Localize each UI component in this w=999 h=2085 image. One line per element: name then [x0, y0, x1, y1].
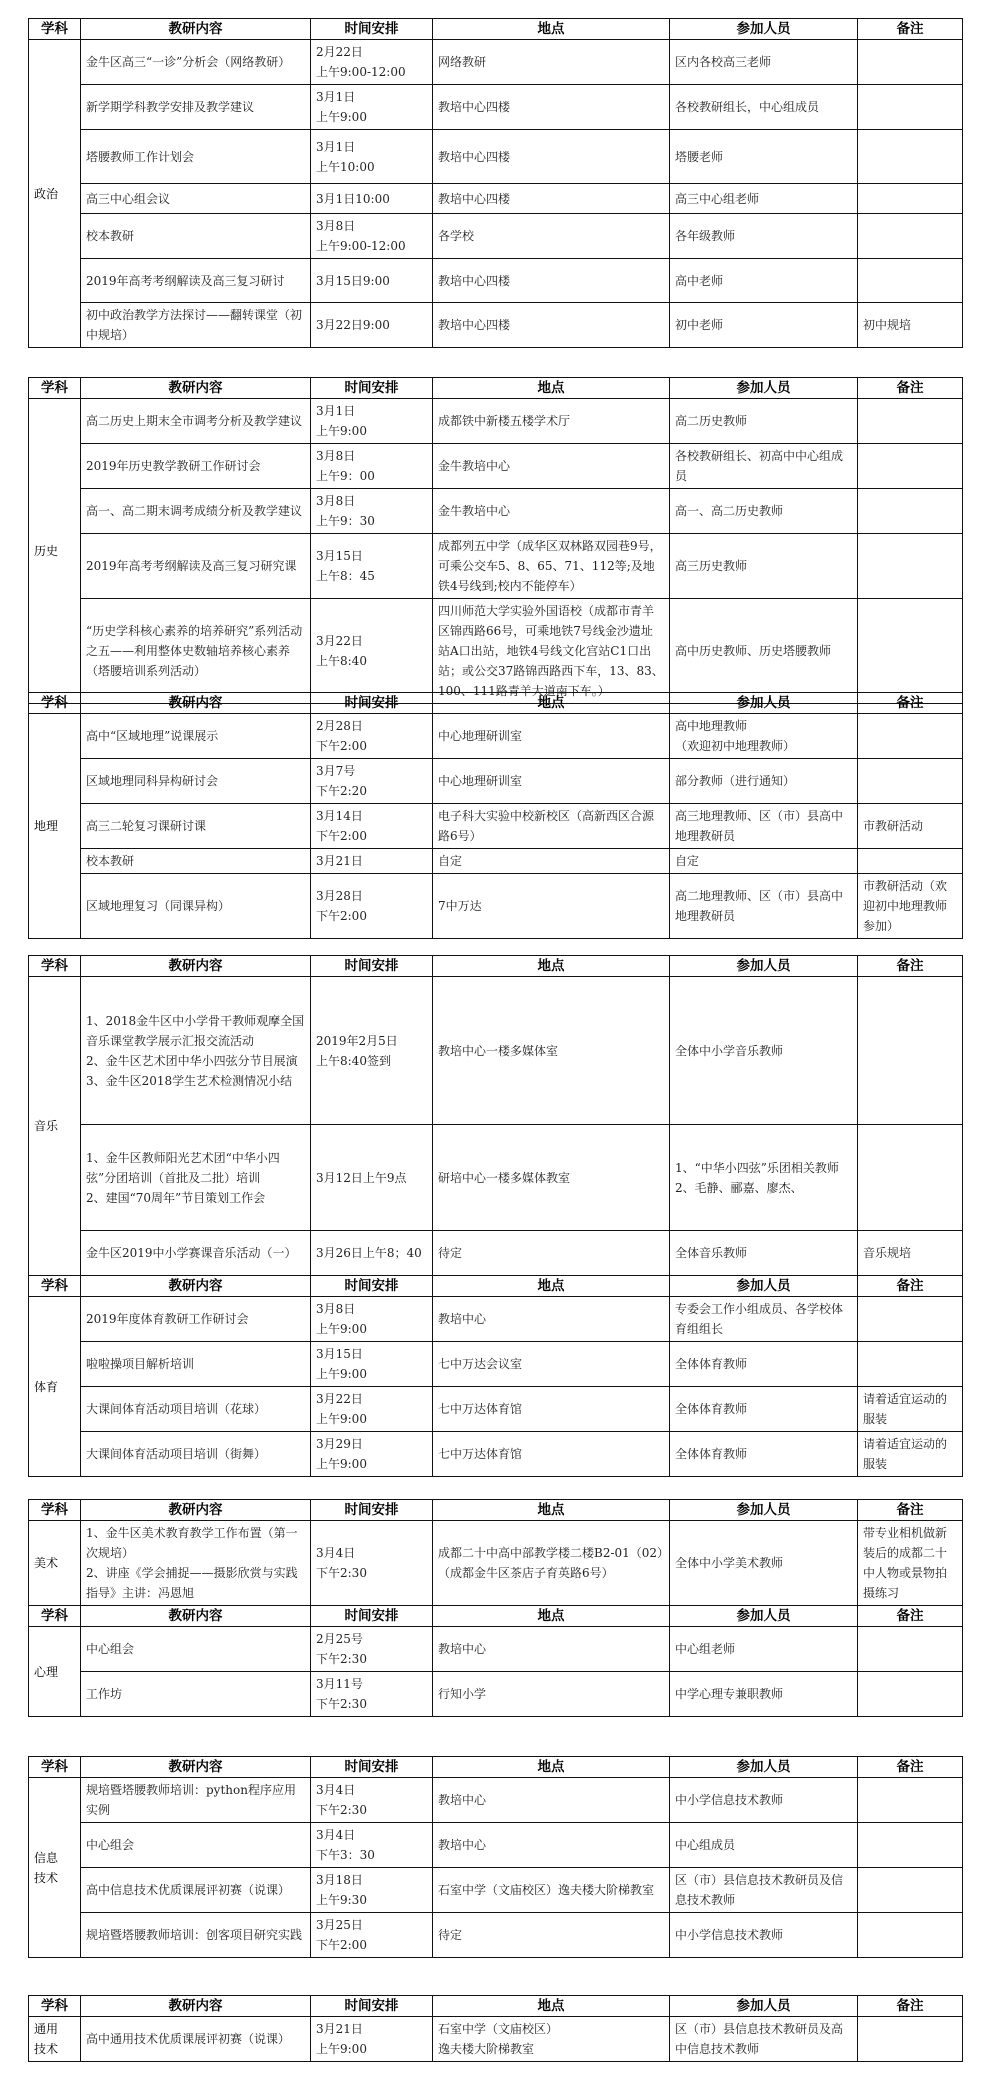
time-cell: 3月1日 上午10:00 — [311, 130, 433, 184]
content-cell: 高中通用技术优质课展评初赛（说课） — [81, 2017, 311, 2062]
place-cell: 各学校 — [433, 214, 670, 259]
content-cell: 高一、高二期末调考成绩分析及教学建议 — [81, 489, 311, 534]
header-row — [29, 1606, 963, 1627]
note-cell — [858, 1823, 963, 1868]
time-cell: 3月8日 上午9：30 — [311, 489, 433, 534]
people-cell: 中学心理专兼职教师 — [670, 1672, 858, 1717]
table-row — [29, 849, 963, 874]
content-cell: 新学期学科教学安排及教学建议 — [81, 85, 311, 130]
note-cell — [858, 489, 963, 534]
table-row — [29, 1297, 963, 1342]
column-header: 地点 — [433, 19, 670, 40]
people-cell: 中心组成员 — [670, 1823, 858, 1868]
place-cell: 7中万达 — [433, 874, 670, 939]
place-cell: 成都铁中新楼五楼学术厅 — [433, 399, 670, 444]
people-cell: 各年级教师 — [670, 214, 858, 259]
time-cell: 3月22日9:00 — [311, 303, 433, 348]
column-header: 时间安排 — [311, 1606, 433, 1627]
content-cell: 区域地理复习（同课异构） — [81, 874, 311, 939]
content-cell: 1、2018金牛区中小学骨干教师观摩全国音乐课堂教学展示汇报交流活动 2、金牛区艺术团中华小四弦分节目展演 3、金牛区2018学生艺术检测情况小结 — [81, 977, 311, 1125]
column-header: 教研内容 — [81, 1757, 311, 1778]
note-cell: 初中规培 — [858, 303, 963, 348]
time-cell: 3月14日 下午2:00 — [311, 804, 433, 849]
header-row — [29, 19, 963, 40]
column-header: 学科 — [29, 1757, 81, 1778]
content-cell: 高二历史上期末全市调考分析及教学建议 — [81, 399, 311, 444]
content-cell: 高三二轮复习课研讨课 — [81, 804, 311, 849]
note-cell — [858, 1778, 963, 1823]
table-row — [29, 714, 963, 759]
table-row — [29, 259, 963, 303]
people-cell: 塔腰老师 — [670, 130, 858, 184]
header-row — [29, 693, 963, 714]
column-header: 参加人员 — [670, 378, 858, 399]
time-cell: 3月12日上午9点 — [311, 1125, 433, 1231]
column-header: 时间安排 — [311, 1276, 433, 1297]
header-row — [29, 1276, 963, 1297]
note-cell — [858, 214, 963, 259]
content-cell: 啦啦操项目解析培训 — [81, 1342, 311, 1387]
schedule-table — [28, 1756, 963, 1958]
note-cell — [858, 759, 963, 804]
subject-cell: 体育 — [29, 1297, 81, 1477]
table-row — [29, 1231, 963, 1276]
table-row — [29, 85, 963, 130]
header-row — [29, 378, 963, 399]
column-header: 学科 — [29, 378, 81, 399]
column-header: 参加人员 — [670, 1500, 858, 1521]
place-cell: 教培中心四楼 — [433, 259, 670, 303]
column-header: 地点 — [433, 1276, 670, 1297]
column-header: 时间安排 — [311, 378, 433, 399]
place-cell: 待定 — [433, 1913, 670, 1958]
place-cell: 中心地理研训室 — [433, 714, 670, 759]
note-cell — [858, 534, 963, 599]
column-header: 参加人员 — [670, 956, 858, 977]
time-cell: 3月22日 上午9:00 — [311, 1387, 433, 1432]
note-cell — [858, 599, 963, 704]
place-cell: 金牛教培中心 — [433, 489, 670, 534]
table-row — [29, 977, 963, 1125]
subject-cell: 音乐 — [29, 977, 81, 1276]
schedule-table — [28, 18, 963, 348]
note-cell — [858, 1913, 963, 1958]
table-row — [29, 874, 963, 939]
place-cell: 石室中学（文庙校区） 逸夫楼大阶梯教室 — [433, 2017, 670, 2062]
column-header: 学科 — [29, 1996, 81, 2017]
people-cell: 高中历史教师、历史塔腰教师 — [670, 599, 858, 704]
content-cell: 大课间体育活动项目培训（花球） — [81, 1387, 311, 1432]
table-row — [29, 1913, 963, 1958]
note-cell — [858, 1125, 963, 1231]
column-header: 地点 — [433, 956, 670, 977]
time-cell: 3月1日10:00 — [311, 184, 433, 214]
content-cell: 2019年高考考纲解读及高三复习研究课 — [81, 534, 311, 599]
note-cell — [858, 977, 963, 1125]
place-cell: 待定 — [433, 1231, 670, 1276]
content-cell: 区域地理同科异构研讨会 — [81, 759, 311, 804]
content-cell: 高三中心组会议 — [81, 184, 311, 214]
column-header: 学科 — [29, 1276, 81, 1297]
subject-cell: 政治 — [29, 40, 81, 348]
time-cell: 3月4日 下午3：30 — [311, 1823, 433, 1868]
column-header: 地点 — [433, 378, 670, 399]
column-header: 参加人员 — [670, 19, 858, 40]
column-header: 时间安排 — [311, 1757, 433, 1778]
table-row — [29, 184, 963, 214]
people-cell: 中心组老师 — [670, 1627, 858, 1672]
place-cell: 网络教研 — [433, 40, 670, 85]
content-cell: 1、金牛区教师阳光艺术团“中华小四弦”分团培训（首批及二批）培训 2、建国“70周年”节目策划工作会 — [81, 1125, 311, 1231]
content-cell: 中心组会 — [81, 1627, 311, 1672]
people-cell: 部分教师（进行通知） — [670, 759, 858, 804]
content-cell: 校本教研 — [81, 849, 311, 874]
column-header: 时间安排 — [311, 693, 433, 714]
table-row — [29, 1521, 963, 1606]
people-cell: 专委会工作小组成员、各学校体育组组长 — [670, 1297, 858, 1342]
time-cell: 3月25日 下午2:00 — [311, 1913, 433, 1958]
column-header: 学科 — [29, 1606, 81, 1627]
place-cell: 七中万达体育馆 — [433, 1387, 670, 1432]
time-cell: 3月21日 上午9:00 — [311, 2017, 433, 2062]
place-cell: 中心地理研训室 — [433, 759, 670, 804]
time-cell: 3月18日 上午9:30 — [311, 1868, 433, 1913]
table-row — [29, 2017, 963, 2062]
subject-cell: 心理 — [29, 1627, 81, 1717]
column-header: 地点 — [433, 1996, 670, 2017]
column-header: 学科 — [29, 693, 81, 714]
place-cell: 研培中心一楼多媒体教室 — [433, 1125, 670, 1231]
note-cell — [858, 40, 963, 85]
table-row — [29, 599, 963, 704]
schedule-table — [28, 1995, 963, 2062]
note-cell — [858, 1868, 963, 1913]
note-cell: 请着适宜运动的服装 — [858, 1387, 963, 1432]
note-cell: 市教研活动（欢迎初中地理教师参加） — [858, 874, 963, 939]
note-cell — [858, 1297, 963, 1342]
table-row — [29, 1432, 963, 1477]
time-cell: 3月4日 下午2:30 — [311, 1521, 433, 1606]
people-cell: 自定 — [670, 849, 858, 874]
column-header: 地点 — [433, 693, 670, 714]
note-cell — [858, 849, 963, 874]
subject-cell: 通用 技术 — [29, 2017, 81, 2062]
column-header: 备注 — [858, 19, 963, 40]
schedule-table — [28, 377, 963, 704]
column-header: 教研内容 — [81, 1500, 311, 1521]
table-row — [29, 1387, 963, 1432]
content-cell: 初中政治教学方法探讨——翻转课堂（初中规培） — [81, 303, 311, 348]
people-cell: 高二历史教师 — [670, 399, 858, 444]
people-cell: 中小学信息技术教师 — [670, 1913, 858, 1958]
place-cell: 金牛教培中心 — [433, 444, 670, 489]
column-header: 备注 — [858, 1757, 963, 1778]
note-cell — [858, 714, 963, 759]
column-header: 参加人员 — [670, 1606, 858, 1627]
schedule-table — [28, 955, 963, 1477]
note-cell: 带专业相机做新装后的成都二十中人物或景物拍摄练习 — [858, 1521, 963, 1606]
note-cell — [858, 1672, 963, 1717]
table-row — [29, 759, 963, 804]
schedule-table — [28, 1499, 963, 1717]
table-row — [29, 489, 963, 534]
time-cell: 3月21日 — [311, 849, 433, 874]
note-cell — [858, 2017, 963, 2062]
table-row — [29, 1672, 963, 1717]
time-cell: 3月11号 下午2:30 — [311, 1672, 433, 1717]
time-cell: 2月25号 下午2:30 — [311, 1627, 433, 1672]
column-header: 参加人员 — [670, 1276, 858, 1297]
content-cell: 中心组会 — [81, 1823, 311, 1868]
time-cell: 3月8日 上午9：00 — [311, 444, 433, 489]
table-row — [29, 1823, 963, 1868]
table-row — [29, 1627, 963, 1672]
column-header: 教研内容 — [81, 1276, 311, 1297]
people-cell: 高三地理教师、区（市）县高中地理教研员 — [670, 804, 858, 849]
column-header: 地点 — [433, 1606, 670, 1627]
time-cell: 3月15日 上午8：45 — [311, 534, 433, 599]
time-cell: 2月28日 下午2:00 — [311, 714, 433, 759]
column-header: 教研内容 — [81, 19, 311, 40]
people-cell: 各校教研组长，中心组成员 — [670, 85, 858, 130]
column-header: 备注 — [858, 378, 963, 399]
column-header: 备注 — [858, 1996, 963, 2017]
people-cell: 1、“中华小四弦”乐团相关教师 2、毛静、郦嘉、廖杰、 — [670, 1125, 858, 1231]
header-row — [29, 956, 963, 977]
column-header: 教研内容 — [81, 956, 311, 977]
people-cell: 区（市）县信息技术教研员及信息技术教师 — [670, 1868, 858, 1913]
place-cell: 教培中心 — [433, 1627, 670, 1672]
subject-cell: 信息 技术 — [29, 1778, 81, 1958]
column-header: 教研内容 — [81, 1996, 311, 2017]
time-cell: 3月1日 上午9:00 — [311, 85, 433, 130]
schedule-table — [28, 692, 963, 939]
time-cell: 3月15日 上午9:00 — [311, 1342, 433, 1387]
people-cell: 高中地理教师 （欢迎初中地理教师） — [670, 714, 858, 759]
time-cell: 3月8日 上午9:00-12:00 — [311, 214, 433, 259]
note-cell — [858, 184, 963, 214]
place-cell: 教培中心四楼 — [433, 130, 670, 184]
column-header: 教研内容 — [81, 378, 311, 399]
header-row — [29, 1500, 963, 1521]
header-row — [29, 1757, 963, 1778]
content-cell: 大课间体育活动项目培训（街舞） — [81, 1432, 311, 1477]
note-cell — [858, 444, 963, 489]
place-cell: 教培中心 — [433, 1778, 670, 1823]
column-header: 参加人员 — [670, 1996, 858, 2017]
column-header: 参加人员 — [670, 693, 858, 714]
column-header: 教研内容 — [81, 1606, 311, 1627]
place-cell: 成都二十中高中部教学楼二楼B2-01（02）（成都金牛区茶店子育英路6号） — [433, 1521, 670, 1606]
people-cell: 全体音乐教师 — [670, 1231, 858, 1276]
note-cell: 市教研活动 — [858, 804, 963, 849]
note-cell: 请着适宜运动的服装 — [858, 1432, 963, 1477]
table-row — [29, 130, 963, 184]
content-cell: 工作坊 — [81, 1672, 311, 1717]
time-cell: 2019年2月5日 上午8:40签到 — [311, 977, 433, 1125]
subject-cell: 历史 — [29, 399, 81, 704]
table-row — [29, 40, 963, 85]
people-cell: 各校教研组长、初高中中心组成员 — [670, 444, 858, 489]
note-cell — [858, 1342, 963, 1387]
people-cell: 全体体育教师 — [670, 1387, 858, 1432]
column-header: 学科 — [29, 956, 81, 977]
content-cell: 2019年历史教学教研工作研讨会 — [81, 444, 311, 489]
table-row — [29, 1125, 963, 1231]
content-cell: 2019年度体育教研工作研讨会 — [81, 1297, 311, 1342]
column-header: 备注 — [858, 1500, 963, 1521]
column-header: 教研内容 — [81, 693, 311, 714]
table-row — [29, 214, 963, 259]
column-header: 地点 — [433, 1757, 670, 1778]
column-header: 时间安排 — [311, 1500, 433, 1521]
note-cell — [858, 85, 963, 130]
column-header: 学科 — [29, 19, 81, 40]
people-cell: 高中老师 — [670, 259, 858, 303]
table-row — [29, 1868, 963, 1913]
people-cell: 初中老师 — [670, 303, 858, 348]
people-cell: 高一、高二历史教师 — [670, 489, 858, 534]
time-cell: 3月22日 上午8:40 — [311, 599, 433, 704]
subject-cell: 美术 — [29, 1521, 81, 1606]
table-row — [29, 804, 963, 849]
place-cell: 教培中心四楼 — [433, 303, 670, 348]
time-cell: 3月29日 上午9:00 — [311, 1432, 433, 1477]
place-cell: 自定 — [433, 849, 670, 874]
column-header: 备注 — [858, 1606, 963, 1627]
header-row — [29, 1996, 963, 2017]
place-cell: 教培中心一楼多媒体室 — [433, 977, 670, 1125]
content-cell: 2019年高考考纲解读及高三复习研讨 — [81, 259, 311, 303]
table-row — [29, 444, 963, 489]
place-cell: 成都列五中学（成华区双林路双园巷9号，可乘公交车5、8、65、71、112等;及地铁4号线到;校内不能停车） — [433, 534, 670, 599]
note-cell — [858, 130, 963, 184]
time-cell: 3月8日 上午9:00 — [311, 1297, 433, 1342]
content-cell: 塔腰教师工作计划会 — [81, 130, 311, 184]
time-cell: 3月28日 下午2:00 — [311, 874, 433, 939]
table-row — [29, 534, 963, 599]
place-cell: 七中万达体育馆 — [433, 1432, 670, 1477]
column-header: 地点 — [433, 1500, 670, 1521]
note-cell — [858, 1627, 963, 1672]
content-cell: 规培暨塔腰教师培训：创客项目研究实践 — [81, 1913, 311, 1958]
note-cell: 音乐规培 — [858, 1231, 963, 1276]
time-cell: 3月7号 下午2:20 — [311, 759, 433, 804]
time-cell: 3月1日 上午9:00 — [311, 399, 433, 444]
people-cell: 全体中小学美术教师 — [670, 1521, 858, 1606]
time-cell: 3月15日9:00 — [311, 259, 433, 303]
people-cell: 高二地理教师、区（市）县高中地理教研员 — [670, 874, 858, 939]
table-row — [29, 399, 963, 444]
column-header: 时间安排 — [311, 956, 433, 977]
content-cell: “历史学科核心素养的培养研究”系列活动之五——利用整体史数轴培养核心素养（塔腰培训系列活动） — [81, 599, 311, 704]
place-cell: 四川师范大学实验外国语校（成都市青羊区锦西路66号，可乘地铁7号线金沙遗址站A口出站，地铁4号线文化宫站C1口出站；或公交37路锦西路西下车，13、83、100、111路青羊大道南下车。） — [433, 599, 670, 704]
table-row — [29, 1342, 963, 1387]
place-cell: 电子科大实验中校新校区（高新西区合源路6号） — [433, 804, 670, 849]
content-cell: 1、金牛区美术教育教学工作布置（第一次规培） 2、讲座《学会捕捉——摄影欣赏与实践指导》主讲：冯恩旭 — [81, 1521, 311, 1606]
subject-cell: 地理 — [29, 714, 81, 939]
note-cell — [858, 259, 963, 303]
time-cell: 3月4日 下午2:30 — [311, 1778, 433, 1823]
place-cell: 教培中心 — [433, 1297, 670, 1342]
place-cell: 教培中心四楼 — [433, 184, 670, 214]
people-cell: 区内各校高三老师 — [670, 40, 858, 85]
column-header: 时间安排 — [311, 1996, 433, 2017]
note-cell — [858, 399, 963, 444]
column-header: 备注 — [858, 956, 963, 977]
column-header: 时间安排 — [311, 19, 433, 40]
content-cell: 金牛区高三“一诊”分析会（网络教研） — [81, 40, 311, 85]
table-row — [29, 1778, 963, 1823]
column-header: 备注 — [858, 693, 963, 714]
time-cell: 3月26日上午8；40 — [311, 1231, 433, 1276]
content-cell: 高中“区域地理”说课展示 — [81, 714, 311, 759]
people-cell: 中小学信息技术教师 — [670, 1778, 858, 1823]
column-header: 参加人员 — [670, 1757, 858, 1778]
place-cell: 教培中心四楼 — [433, 85, 670, 130]
place-cell: 石室中学（文庙校区）逸夫楼大阶梯教室 — [433, 1868, 670, 1913]
table-row — [29, 303, 963, 348]
place-cell: 行知小学 — [433, 1672, 670, 1717]
people-cell: 高三历史教师 — [670, 534, 858, 599]
people-cell: 全体体育教师 — [670, 1432, 858, 1477]
people-cell: 全体体育教师 — [670, 1342, 858, 1387]
content-cell: 金牛区2019中小学赛课音乐活动（一） — [81, 1231, 311, 1276]
time-cell: 2月22日 上午9:00-12:00 — [311, 40, 433, 85]
content-cell: 规培暨塔腰教师培训：python程序应用实例 — [81, 1778, 311, 1823]
column-header: 学科 — [29, 1500, 81, 1521]
place-cell: 教培中心 — [433, 1823, 670, 1868]
people-cell: 高三中心组老师 — [670, 184, 858, 214]
place-cell: 七中万达会议室 — [433, 1342, 670, 1387]
content-cell: 高中信息技术优质课展评初赛（说课） — [81, 1868, 311, 1913]
people-cell: 全体中小学音乐教师 — [670, 977, 858, 1125]
content-cell: 校本教研 — [81, 214, 311, 259]
people-cell: 区（市）县信息技术教研员及高中信息技术教师 — [670, 2017, 858, 2062]
column-header: 备注 — [858, 1276, 963, 1297]
